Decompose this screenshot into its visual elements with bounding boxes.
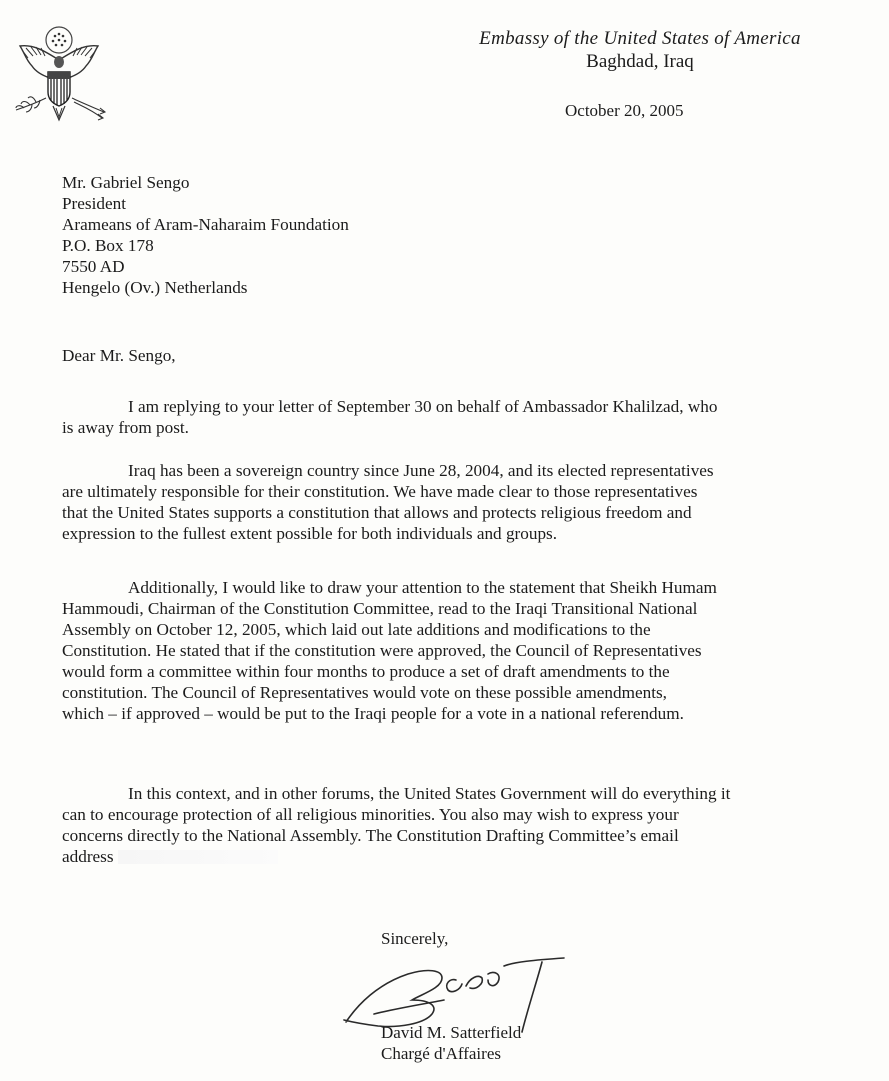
paragraph-line: expression to the fullest extent possible for both individuals and groups.: [62, 524, 558, 543]
paragraph-line: Assembly on October 12, 2005, which laid out late additions and modifications to the: [62, 620, 651, 639]
closing: Sincerely,: [381, 929, 449, 948]
paragraph-line: Additionally, I would like to draw your attention to the statement that Sheikh Humam: [128, 578, 717, 597]
salutation: Dear Mr. Sengo,: [62, 346, 176, 365]
paragraph-line: Hammoudi, Chairman of the Constitution Committee, read to the Iraqi Transitional National: [62, 599, 698, 618]
embassy-name: Embassy of the United States of America: [479, 28, 801, 49]
paragraph-line: Constitution. He stated that if the constitution were approved, the Council of Representatives: [62, 641, 702, 660]
paragraph-line: can to encourage protection of all religious minorities. You also may wish to express your: [62, 805, 679, 824]
paragraph-line: which – if approved – would be put to the Iraqi people for a vote in a national referendum.: [62, 704, 684, 723]
letter-date: October 20, 2005: [565, 101, 684, 120]
body-paragraph: [62, 460, 889, 544]
recipient-name: Mr. Gabriel Sengo: [62, 173, 190, 192]
recipient-title: President: [62, 194, 126, 213]
body-paragraph: [62, 783, 889, 867]
paragraph-line: In this context, and in other forums, the United States Government will do everything it: [128, 784, 731, 803]
paragraph-line: Iraq has been a sovereign country since June 28, 2004, and its elected representatives: [128, 461, 714, 480]
recipient-postal-code: 7550 AD: [62, 257, 125, 276]
recipient-city-country: Hengelo (Ov.) Netherlands: [62, 278, 248, 297]
signer-name: David M. Satterfield: [381, 1023, 522, 1042]
recipient-address: [62, 172, 349, 298]
paragraph-line: would form a committee within four months to produce a set of draft amendments to the: [62, 662, 670, 681]
great-seal-emblem: [6, 22, 112, 124]
body-paragraph: [62, 577, 889, 724]
paragraph-line: are ultimately responsible for their constitution. We have made clear to those representatives: [62, 482, 698, 501]
body-paragraph: [62, 396, 889, 438]
letterhead: [400, 27, 880, 73]
signer-title: Chargé d'Affaires: [381, 1044, 501, 1063]
signer-block: [381, 1022, 521, 1064]
paragraph-line: address: [62, 847, 114, 866]
recipient-organization: Arameans of Aram-Naharaim Foundation: [62, 215, 349, 234]
redacted-email-area: [118, 850, 278, 864]
paragraph-line: concerns directly to the National Assembly. The Constitution Drafting Committee’s email: [62, 826, 679, 845]
paragraph-line: that the United States supports a constitution that allows and protects religious freedom and: [62, 503, 692, 522]
paragraph-line: I am replying to your letter of September 30 on behalf of Ambassador Khalilzad, who: [128, 397, 718, 416]
embassy-location: Baghdad, Iraq: [586, 51, 694, 72]
paragraph-line: is away from post.: [62, 418, 189, 437]
recipient-po-box: P.O. Box 178: [62, 236, 154, 255]
paragraph-line: constitution. The Council of Representatives would vote on these possible amendments,: [62, 683, 667, 702]
